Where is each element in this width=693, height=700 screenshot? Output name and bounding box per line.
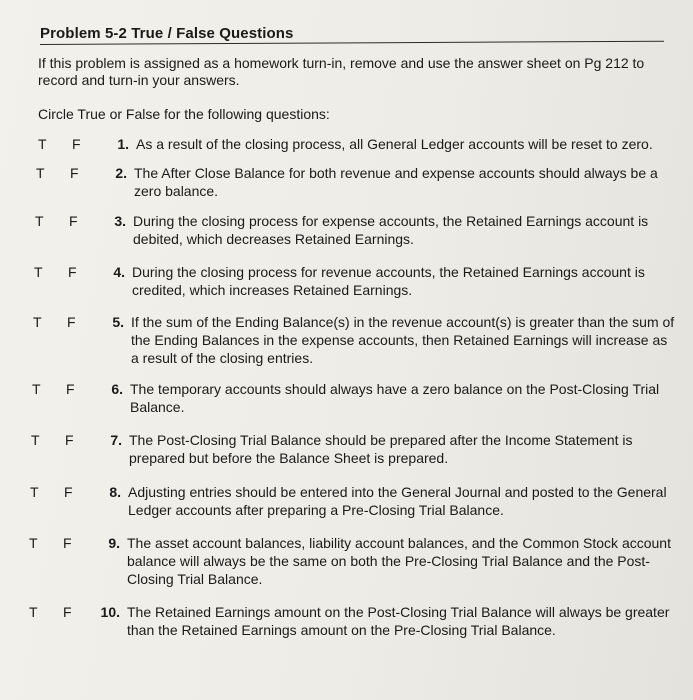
- question-text: During the closing process for revenue accounts, the Retained Earnings account is credited, which increases Retained Earnings.: [132, 264, 645, 298]
- true-option[interactable]: T: [32, 381, 41, 397]
- question-text: The asset account balances, liability account balances, and the Common Stock account balance will always be the same on both the Pre-Closing Trial Balance and the Post-Closing Trial Balance.: [127, 535, 671, 587]
- true-option[interactable]: T: [29, 535, 38, 551]
- true-option[interactable]: T: [36, 165, 45, 181]
- question-number: 10.: [100, 604, 120, 620]
- question-number: 6.: [111, 381, 123, 397]
- question-number: 9.: [108, 535, 120, 551]
- true-option[interactable]: T: [31, 432, 40, 448]
- false-option[interactable]: F: [63, 604, 72, 620]
- question-number: 2.: [115, 165, 127, 181]
- question-text: As a result of the closing process, all General Ledger accounts will be reset to zero.: [136, 136, 653, 152]
- question-number: 8.: [109, 484, 121, 500]
- question-text: The Retained Earnings amount on the Post-Closing Trial Balance will always be greater than the Retained Earnings amount on the Pre-Closing Trial Balance.: [127, 604, 670, 638]
- true-option[interactable]: T: [35, 213, 44, 229]
- question-text: If the sum of the Ending Balance(s) in the revenue account(s) is greater than the sum of the Ending Balances in the expense accounts, then Retained Earnings will increase as a result of the closing entries.: [131, 314, 675, 366]
- false-option[interactable]: F: [64, 484, 73, 500]
- question-text: Adjusting entries should be entered into the General Journal and posted to the General Ledger accounts after preparing a Pre-Closing Trial Balance.: [128, 484, 667, 518]
- question-number: 7.: [110, 432, 122, 448]
- false-option[interactable]: F: [65, 432, 74, 448]
- true-option[interactable]: T: [29, 604, 38, 620]
- false-option[interactable]: F: [66, 381, 75, 397]
- false-option[interactable]: F: [63, 535, 72, 551]
- false-option[interactable]: F: [70, 165, 79, 181]
- true-option[interactable]: T: [38, 136, 47, 152]
- true-option[interactable]: T: [34, 264, 43, 280]
- question-number: 4.: [113, 264, 125, 280]
- question-text: During the closing process for expense accounts, the Retained Earnings account is debited, which decreases Retained Earnings.: [133, 213, 649, 247]
- false-option[interactable]: F: [68, 264, 77, 280]
- false-option[interactable]: F: [67, 314, 76, 330]
- true-option[interactable]: T: [33, 314, 42, 330]
- question-number: 1.: [117, 136, 129, 152]
- false-option[interactable]: F: [72, 136, 81, 152]
- false-option[interactable]: F: [69, 213, 78, 229]
- instruction-text: Circle True or False for the following questions:: [38, 106, 330, 122]
- question-number: 5.: [112, 314, 124, 330]
- question-text: The Post-Closing Trial Balance should be prepared after the Income Statement is prepared but before the Balance Sheet is prepared.: [129, 432, 633, 466]
- page-title: Problem 5-2 True / False Questions: [40, 25, 294, 42]
- true-option[interactable]: T: [30, 484, 39, 500]
- intro-text: If this problem is assigned as a homework turn-in, remove and use the answer sheet on Pg 212 to record and turn-in your answers.: [38, 55, 645, 88]
- question-text: The After Close Balance for both revenue and expense accounts should always be a zero balance.: [134, 165, 658, 199]
- question-number: 3.: [114, 213, 126, 229]
- question-text: The temporary accounts should always have a zero balance on the Post-Closing Trial Balance.: [130, 381, 660, 415]
